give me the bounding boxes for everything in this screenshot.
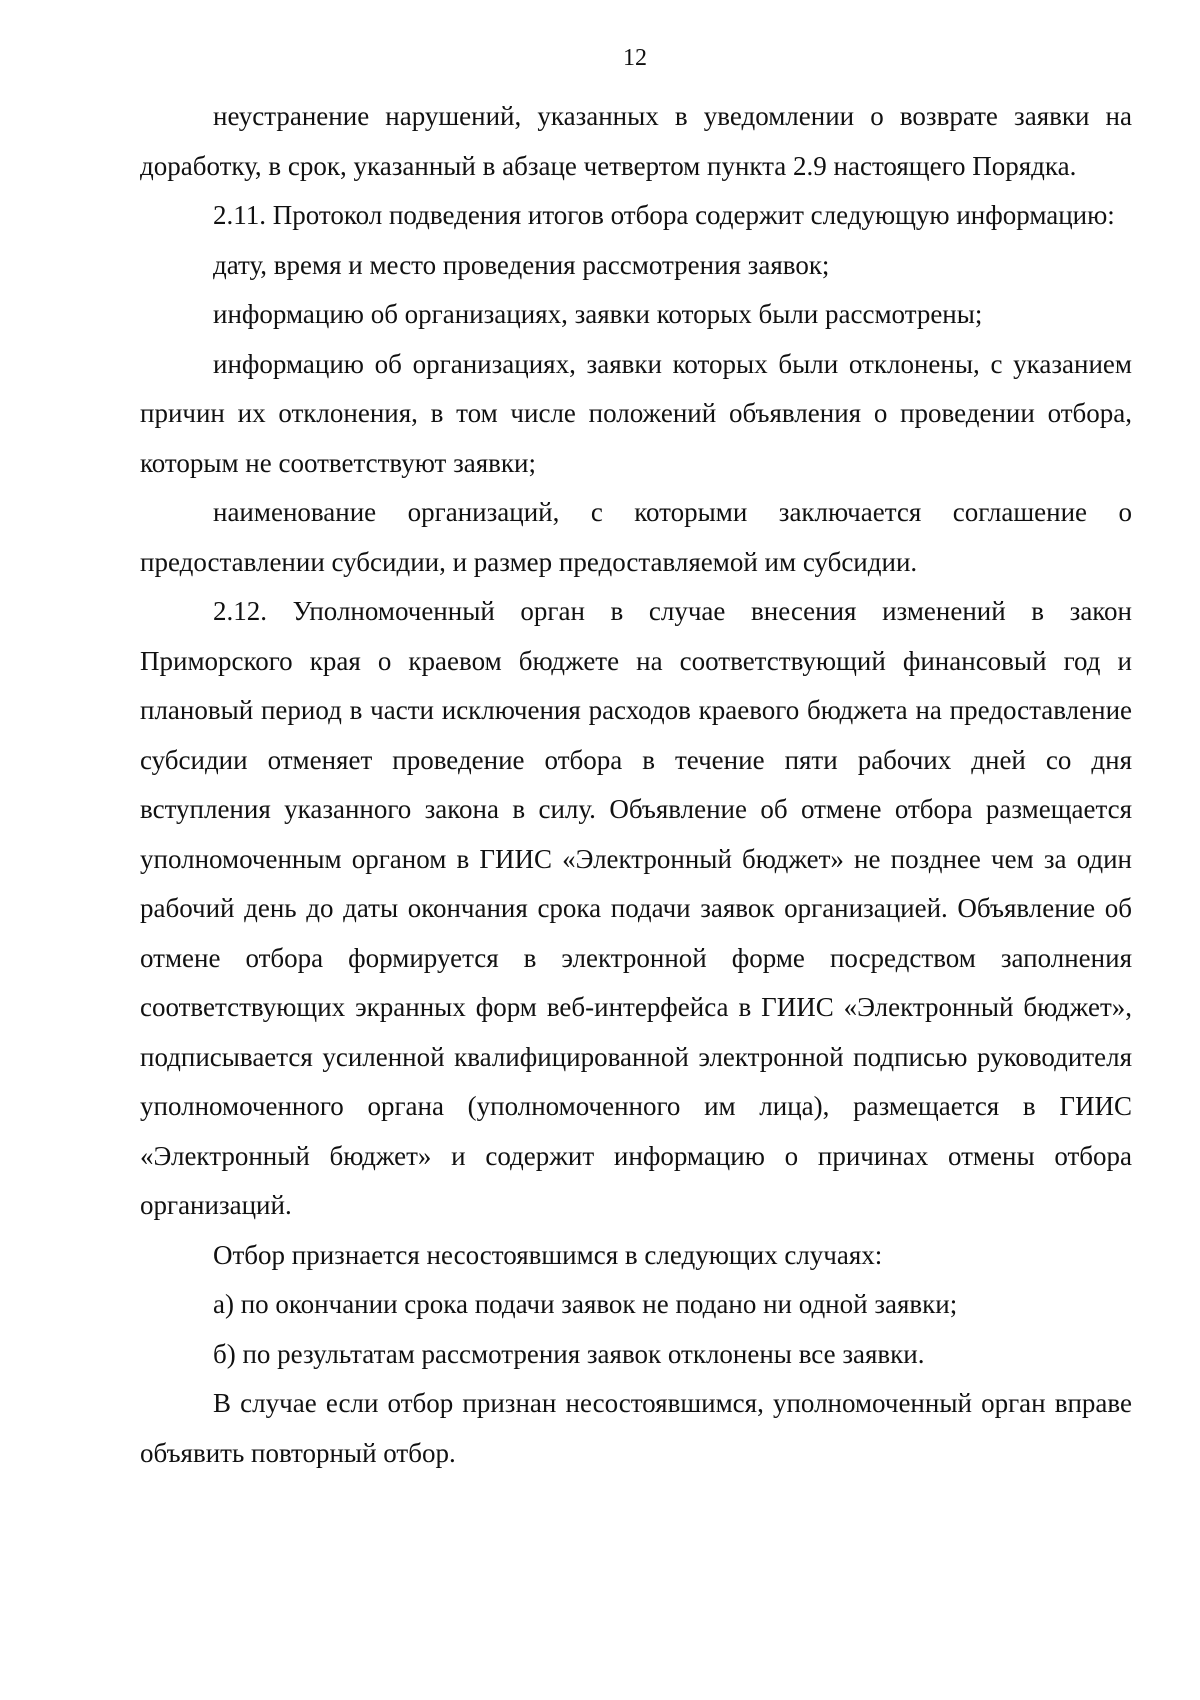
paragraph-reviewed-orgs: информацию об организациях, заявки которых были рассмотрены;	[213, 299, 983, 329]
paragraph-case-a: а) по окончании срока подачи заявок не подано ни одной заявки;	[213, 1289, 958, 1319]
document-body	[140, 92, 1132, 1478]
paragraph-repeat-selection: В случае если отбор признан несостоявшимся, уполномоченный орган вправе объявить повторный отбор.	[140, 1388, 1132, 1468]
paragraph-rejected-orgs: информацию об организациях, заявки которых были отклонены, с указанием причин их отклонения, в том числе положений объявления о проведении отбора, которым не соответствуют заявки;	[140, 348, 1132, 478]
paragraph-continuation: неустранение нарушений, указанных в уведомлении о возврате заявки на доработку, в срок, указанный в абзаце четвертом пункта 2.9 настоящего Порядка.	[140, 101, 1132, 181]
paragraph-failed-selection: Отбор признается несостоявшимся в следующих случаях:	[213, 1239, 883, 1270]
paragraph-2-11: 2.11. Протокол подведения итогов отбора содержит следующую информацию:	[213, 200, 1115, 230]
paragraph-case-b: б) по результатам рассмотрения заявок отклонены все заявки.	[213, 1338, 925, 1369]
paragraph-date-time: дату, время и место проведения рассмотрения заявок;	[213, 249, 830, 280]
paragraph-agreement-orgs: наименование организаций, с которыми заключается соглашение о предоставлении субсидии, и размер предоставляемой им субсидии.	[140, 497, 1132, 577]
paragraph-2-12: 2.12. Уполномоченный орган в случае внесения изменений в закон Приморского края о краевом бюджете на соответствующий финансовый год и плановый период в части исключения расходов краевого бюджета на предоставление субсидии отменяет проведение отбора в течение пяти рабочих дней со дня вступления указанного закона в силу. Объявление об отмене отбора размещается уполномоченным органом в ГИИС «Электронный бюджет» не позднее чем за один рабочий день до даты окончания срока подачи заявок организацией. Объявление об отмене отбора формируется в электронной форме посредством заполнения соответствующих экранных форм веб-интерфейса в ГИИС «Электронный бюджет», подписывается усиленной квалифицированной электронной подписью руководителя уполномоченного органа (уполномоченного им лица), размещается в ГИИС «Электронный бюджет» и содержит информацию о причинах отмены отбора организаций.	[140, 596, 1132, 1220]
page-number: 12	[623, 45, 647, 71]
